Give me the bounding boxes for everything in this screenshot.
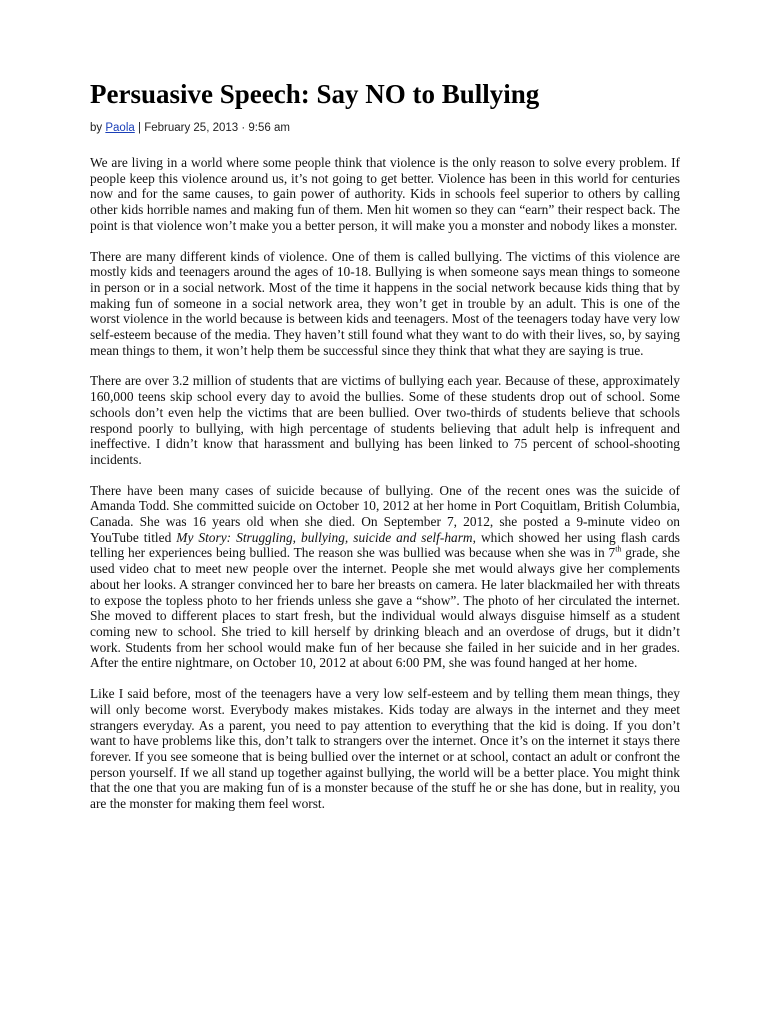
byline [90, 120, 680, 136]
ordinal-suffix: th [615, 545, 622, 554]
video-title: My Story: Struggling, bullying, suicide and self-harm [176, 529, 473, 545]
page-title: Persuasive Speech: Say NO to Bullying [90, 79, 540, 109]
paragraph-4-part-a: There have been many cases of suicide because of bullying. One of the recent ones was the suicide of Amanda Todd. She committed suicide on October 10, 2012 at her home in Port Coquitlam, British Columbia, Canada. She was 16 years old when she died. On September 7, 2012, she posted a 9-minute video on YouTube titled [90, 482, 680, 545]
byline-prefix: by [90, 122, 103, 134]
paragraph-5: Like I said before, most of the teenagers have a very low self-esteem and by telling them mean things, they will only become worst. Everybody makes mistakes. Kids today are always in the internet and they meet strangers everyday. As a parent, you need to pay attention to everything that the kid is doing. If you don’t want to have problems like this, don’t talk to strangers over the internet. Once it’s on the internet it stays there forever. If you see someone that is being bullied over the internet or at school, contact an adult or confront the person yourself. If we all stand up together against bullying, the world will be a better place. You might think that the one that you are making fun of is a monster because of the stuff he or she has done, but in reality, you are the monster for making them feel worst. [90, 686, 680, 812]
paragraph-4 [90, 483, 680, 671]
paragraph-3: There are over 3.2 million of students that are victims of bullying each year. Because of these, approximately 160,000 teens skip school every day to avoid the bullies. Some of these students drop out of school. Some schools don’t even help the victims that are been bullied. Over two-thirds of students believe that schools respond poorly to bullying, with high percentage of students believing that adult help is infrequent and ineffective. I didn’t know that harassment and bullying has been linked to 75 percent of school-shooting incidents. [90, 373, 680, 467]
byline-separator: | [137, 122, 141, 134]
paragraph-4-part-c: grade, she used video chat to meet new people over the internet. People she met would always give her complements about her looks. A stranger convinced her to bare her breasts on camera. He later blackmailed her with threats to expose the topless photo to her friends unless she gave a “show”. The photo of her circulated the internet. She moved to different places to start fresh, but the individual would always disguise himself as a student coming new to school. She tried to kill herself by drinking bleach and an overdose of drugs, but it didn’t work. Students from her school would make fun of her because she failed in her suicide and in her grades. After the entire nightmare, on October 10, 2012 at about 6:00 PM, she was found hanged at her home. [90, 545, 680, 671]
paragraph-4-part-b: , which showed her using flash cards telling her experiences being bullied. The reason she was bullied was because when she was in 7 [90, 529, 680, 561]
paragraph-1: We are living in a world where some people think that violence is the only reason to solve every problem. If people keep this violence around us, it’s not going to get better. Violence has been in this world for centuries now and for the same causes, to gain power of authority. Kids in schools feel superior to others by calling other kids horrible names and making fun of them. Men hit women so they can “earn” their respect back. The point is that violence won’t make you a better person, it will make you a monster and nobody likes a monster. [90, 155, 680, 233]
author-link[interactable]: Paola [105, 122, 135, 134]
post-date: February 25, 2013 · 9:56 am [144, 122, 290, 134]
paragraph-2: There are many different kinds of violence. One of them is called bullying. The victims of this violence are mostly kids and teenagers around the ages of 10-18. Bullying is when someone says mean things to someone in person or in a social network. Most of the time it happens in the social network because kids thing that by making fun of someone in a social network area, they won’t get in trouble by an adult. This is one of the worst violence in the world because is between kids and teenagers. Most of the teenagers today have very low self-esteem because of the media. They haven’t still found what they want to do with their lives, so, by saying mean things to them, it won’t help them be successful since they think that what they are saying is true. [90, 248, 680, 358]
article [90, 78, 680, 827]
